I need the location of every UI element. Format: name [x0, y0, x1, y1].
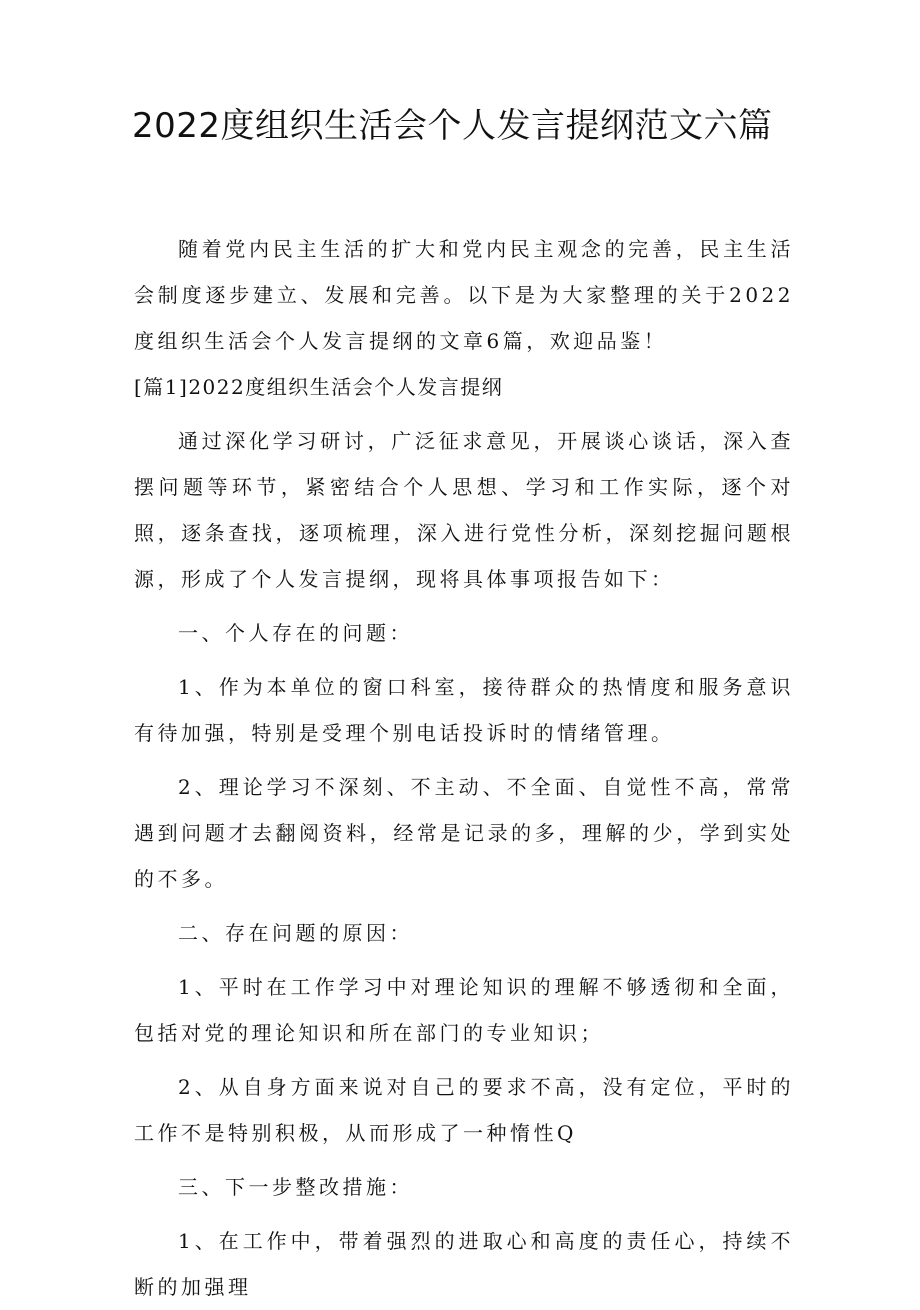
section-heading: 三、下一步整改措施：	[178, 1175, 413, 1199]
paragraph: 1、作为本单位的窗口科室，接待群众的热情度和服务意识有待加强，特别是受理个别电话投诉时的情绪管理。	[134, 675, 794, 745]
intro-paragraph: 随着党内民主生活的扩大和党内民主观念的完善，民主生活会制度逐步建立、发展和完善。以下是为大家整理的关于2022度组织生活会个人发言提纲的文章6篇，欢迎品鉴！	[134, 237, 794, 353]
paragraph: 2、从自身方面来说对自己的要求不高，没有定位，平时的工作不是特别积极，从而形成了一种惰性Q	[134, 1075, 794, 1145]
paragraph: 2、理论学习不深刻、不主动、不全面、自觉性不高，常常遇到问题才去翻阅资料，经常是记录的多，理解的少，学到实处的不多。	[134, 775, 794, 891]
article-heading: [篇1]2022度组织生活会个人发言提纲	[134, 375, 504, 399]
section-heading: 二、存在问题的原因：	[178, 921, 413, 945]
paragraph: 1、平时在工作学习中对理论知识的理解不够透彻和全面，包括对党的理论知识和所在部门的专业知识；	[134, 975, 794, 1045]
paragraph: 通过深化学习研讨，广泛征求意见，开展谈心谈话，深入查摆问题等环节，紧密结合个人思想、学习和工作实际，逐个对照，逐条查找，逐项梳理，深入进行党性分析，深刻挖掘问题根源，形成了个人发言提纲，现将具体事项报告如下：	[134, 429, 794, 591]
section-heading: 一、个人存在的问题：	[178, 621, 413, 645]
paragraph: 1、在工作中，带着强烈的进取心和高度的责任心，持续不断的加强理	[134, 1229, 794, 1299]
document-title: 2022度组织生活会个人发言提纲范文六篇	[132, 106, 773, 146]
document-body	[134, 226, 794, 1310]
